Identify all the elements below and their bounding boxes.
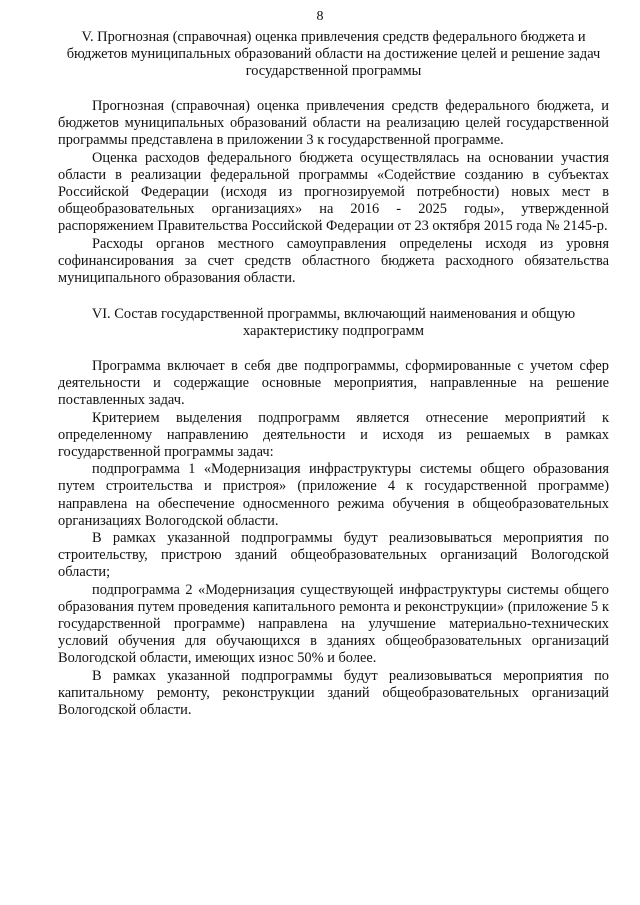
paragraph: Оценка расходов федерального бюджета осуществлялась на основании участия области в реализации федеральной программы «Содействие созданию в субъектах Российской Федерации (исходя из прогнозируемой потребности) новых мест в общеобразовательных организациях» на 2016 - 2025 годы», утвержденной распоряжением Правительства Российской Федерации от 23 октября 2015 года № 2145-р.	[58, 149, 609, 235]
paragraph: В рамках указанной подпрограммы будут реализовываться мероприятия по строительству, пристрою зданий общеобразовательных организаций Вологодской области;	[58, 530, 609, 581]
paragraph: Прогнозная (справочная) оценка привлечения средств федерального бюджета, и бюджетов муниципальных образований области на реализацию целей государственной программы представлена в приложении 3 к государственной программе.	[58, 98, 609, 149]
paragraph: подпрограмма 1 «Модернизация инфраструктуры системы общего образования путем строительства и пристроя» (приложение 4 к государственной программе) направлена на обеспечение односменного режима обучения в общеобразовательных организациях Вологодской области.	[58, 461, 609, 529]
section-5-heading: V. Прогнозная (справочная) оценка привлечения средств федерального бюджета и бюджетов муниципальных образований области на достижение целей и решение задач государственной программы	[66, 29, 601, 80]
section-6-heading: VI. Состав государственной программы, включающий наименования и общую характеристику подпрограмм	[91, 306, 576, 340]
paragraph: Программа включает в себя две подпрограммы, сформированные с учетом сфер деятельности и содержащие основные мероприятия, направленные на решение поставленных задач.	[58, 358, 609, 409]
paragraph: подпрограмма 2 «Модернизация существующей инфраструктуры системы общего образования путем проведения капитального ремонта и реконструкции» (приложение 5 к государственной программе) направлена на улучшение материально-технических условий обучения для обучающихся в зданиях общеобразовательных организаций Вологодской области, имеющих износ 50% и более.	[58, 581, 609, 667]
paragraph: Критерием выделения подпрограмм является отнесение мероприятий к определенному направлению деятельности и исходя из решаемых в рамках государственной программы задач:	[58, 409, 609, 461]
section-5-body	[58, 98, 609, 287]
section-6-body	[58, 358, 609, 719]
paragraph: Расходы органов местного самоуправления определены исходя из уровня софинансирования за счет средств областного бюджета расходного обязательства муниципального образования области.	[58, 235, 609, 287]
paragraph: В рамках указанной подпрограммы будут реализовываться мероприятия по капитальному ремонту, реконструкции зданий общеобразовательных организаций Вологодской области.	[58, 667, 609, 719]
page-number: 8	[316, 9, 324, 24]
